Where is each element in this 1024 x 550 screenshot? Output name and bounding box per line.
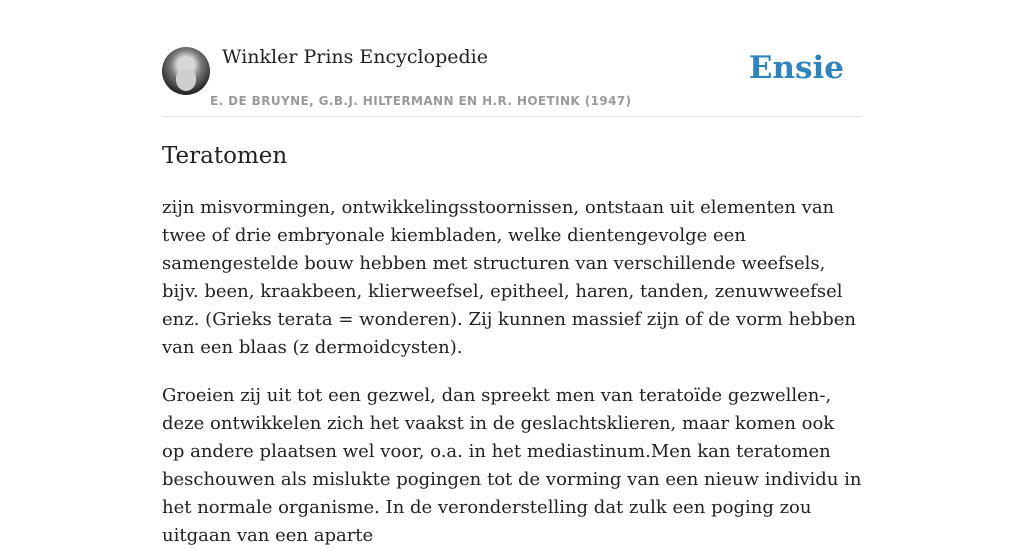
article-paragraph-2: Groeien zij uit tot een gezwel, dan spreekt men van teratoïde gezwellen-, deze ontwikkelen zich het vaakst in de geslachtsklieren, maar komen ook op andere plaatsen wel voor, o.a. in het mediastinum.Men kan teratomen beschouwen als mislukte pogingen tot de vorming van een nieuw individu in het normale organisme. In de veronderstelling dat zulk een poging zou uitgaan van een aparte [162,385,862,546]
article-paragraph-1: zijn misvormingen, ontwikkelingsstoornissen, ontstaan uit elementen van twee of drie embryonale kiembladen, welke dientengevolge een samengestelde bouw hebben met structuren van verschillende weefsels, bijv. been, kraakbeen, klierweefsel, epitheel, haren, tanden, zenuwweefsel enz. (Grieks terata = wonderen). Zij kunnen massief zijn of de vorm hebben van een blaas (z dermoidcysten). [162,197,856,358]
site-title[interactable]: Winkler Prins Encyclopedie [222,46,488,68]
header [162,0,862,117]
article-title: Teratomen [162,143,288,169]
ensie-logo[interactable]: Ensie [748,50,844,86]
authors-credit: E. DE BRUYNE, G.B.J. HILTERMANN EN H.R. HOETINK (1947) [210,94,632,108]
avatar-portrait-detail [176,69,196,91]
author-avatar[interactable] [162,47,210,95]
page [162,0,862,550]
